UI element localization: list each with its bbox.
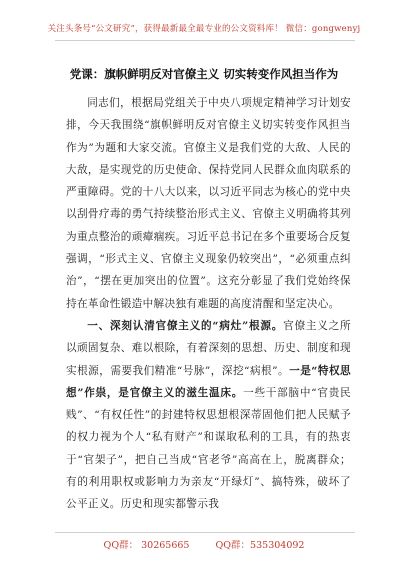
section-1-point-1: 一是“特权思想”作祟，是官僚主义的滋生温床。 — [66, 364, 351, 399]
intro-paragraph: 同志们，根据局党组关于中央八项规定精神学习计划安排，今天我围绕“旗帜鲜明反对官僚主义切实转变作风担当作为”为题和大家交流。官僚主义是我们党的大敌、人民的大敌，是实现党的历史使命、保持党同人民群众血肉联系的严重障碍。党的十八大以来，以习近平同志为核心的党中央以刮骨疗毒的勇气持续整治形式主义、官僚主义明确将其列为重点整治的顽瘴痼疾。习近平总书记在多个重要场合反复强调，“形式主义、官僚主义现象仍较突出”，“必须重点纠治”，“摆在更加突出的位置”。这充分彰显了我们党始终保持在革命性锻造中解决独有难题的高度清醒和坚定决心。 — [66, 97, 351, 310]
promo-header: 关注头条号“公文研究”，获得最新最全最专业的公文资料库！ 微信：gongwenyj — [47, 24, 361, 34]
document-body — [66, 92, 351, 516]
footer-divider — [55, 532, 355, 533]
section-1-heading: 一、深刻认清官僚主义的“病灶”根源。 — [87, 319, 284, 332]
qq-group-1: QQ群： 30265665 — [103, 540, 190, 551]
section-1-paragraph — [66, 315, 351, 516]
footer — [0, 537, 408, 551]
header-divider — [55, 40, 355, 41]
section-1-text: 官僚主义之所以顽固复杂、难以根除，有着深刻的思想、历史、制度和现实根源，需要我们精准“号脉”，深挖“病根”。 — [66, 319, 351, 377]
section-1-text-2: 一些干部脑中“官贵民贱”、“有权任性”的封建特权思想根深蒂固他们把人民赋予的权力视为个人“私有财产”和谋取私利的工具，有的热衷于“官架子”，把自己当成“官老爷”高高在上，脱离群众；有的利用职权或影响力为亲友“开绿灯”、搞特殊，破坏了公平正义。历史和现实都警示我 — [66, 386, 351, 511]
qq-group-2: QQ群：535304092 — [215, 540, 305, 551]
document-title: 党课：旗帜鲜明反对官僚主义 切实转变作风担当作为 — [69, 67, 339, 81]
